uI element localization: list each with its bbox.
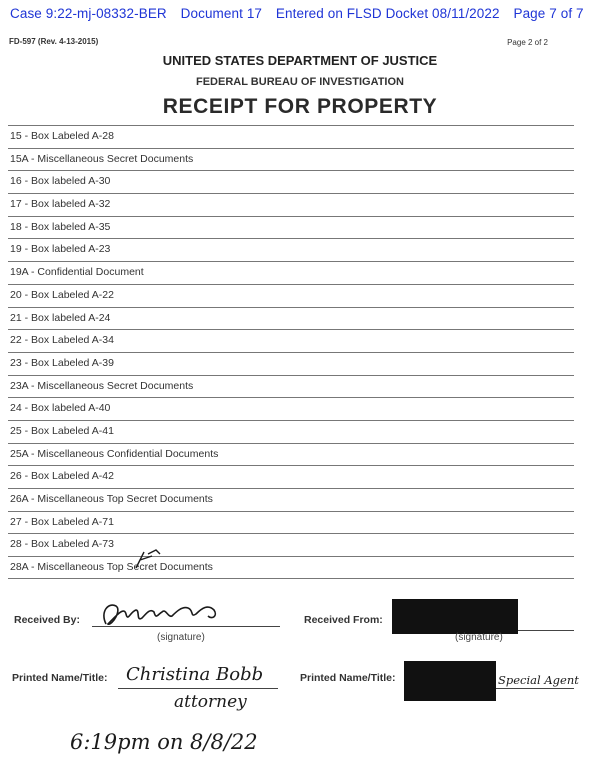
agent-title-handwritten: Special Agent: [498, 673, 579, 687]
property-item-row: 25 - Box Labeled A-41: [8, 420, 574, 443]
docket-entry: Entered on FLSD Docket 08/11/2022: [275, 6, 500, 21]
property-item-row: 19 - Box labeled A-23: [8, 238, 574, 261]
property-item-row: 16 - Box labeled A-30: [8, 170, 574, 193]
case-number: Case 9:22-mj-08332-BER: [10, 6, 167, 21]
page-indicator: Page 7 of 7: [513, 6, 584, 21]
property-item-row: 27 - Box Labeled A-71: [8, 511, 574, 534]
department-heading: UNITED STATES DEPARTMENT OF JUSTICE: [162, 53, 438, 68]
received-from-signature-caption: (signature): [455, 632, 503, 643]
property-item-row: 26 - Box Labeled A-42: [8, 465, 574, 488]
property-item-row: 15A - Miscellaneous Secret Documents: [8, 148, 574, 171]
property-item-row: 26A - Miscellaneous Top Secret Documents: [8, 488, 574, 511]
received-by-signature: [96, 598, 230, 634]
property-item-row: 17 - Box labeled A-32: [8, 193, 574, 216]
bureau-heading: FEDERAL BUREAU OF INVESTIGATION: [196, 76, 404, 88]
document-title: RECEIPT FOR PROPERTY: [162, 95, 438, 118]
property-item-row: 28 - Box Labeled A-73: [8, 533, 574, 556]
printed-name-label: Printed Name/Title:: [12, 672, 108, 684]
property-item-list: [8, 125, 574, 579]
docket-header: [10, 6, 590, 21]
property-item-row: 20 - Box Labeled A-22: [8, 284, 574, 307]
datetime-handwritten: 6:19pm on 8/8/22: [70, 730, 258, 754]
property-item-row: 23A - Miscellaneous Secret Documents: [8, 375, 574, 398]
property-item-row: 21 - Box labeled A-24: [8, 307, 574, 330]
initials-mark: [130, 548, 170, 572]
form-number: FD-597 (Rev. 4-13-2015): [9, 37, 99, 46]
printed-name-line: [118, 688, 278, 689]
received-from-label: Received From:: [304, 614, 383, 626]
redaction-block: [392, 599, 518, 634]
property-item-row: 24 - Box labeled A-40: [8, 397, 574, 420]
property-item-row: 18 - Box labeled A-35: [8, 216, 574, 239]
property-item-row: 28A - Miscellaneous Top Secret Documents: [8, 556, 574, 579]
property-item-row: 22 - Box Labeled A-34: [8, 329, 574, 352]
printed-name-handwritten: Christina Bobb: [126, 664, 264, 685]
printed-name-label-right: Printed Name/Title:: [300, 672, 396, 684]
property-item-row: 25A - Miscellaneous Confidential Documents: [8, 443, 574, 466]
property-item-row: 15 - Box Labeled A-28: [8, 125, 574, 148]
received-by-signature-caption: (signature): [157, 632, 205, 643]
property-item-row: 19A - Confidential Document: [8, 261, 574, 284]
redaction-block: [404, 661, 496, 701]
form-page-of: Page 2 of 2: [507, 38, 548, 47]
title-handwritten: attorney: [174, 692, 247, 712]
received-by-label: Received By:: [14, 614, 80, 626]
property-item-row: 23 - Box Labeled A-39: [8, 352, 574, 375]
document-number: Document 17: [180, 6, 263, 21]
